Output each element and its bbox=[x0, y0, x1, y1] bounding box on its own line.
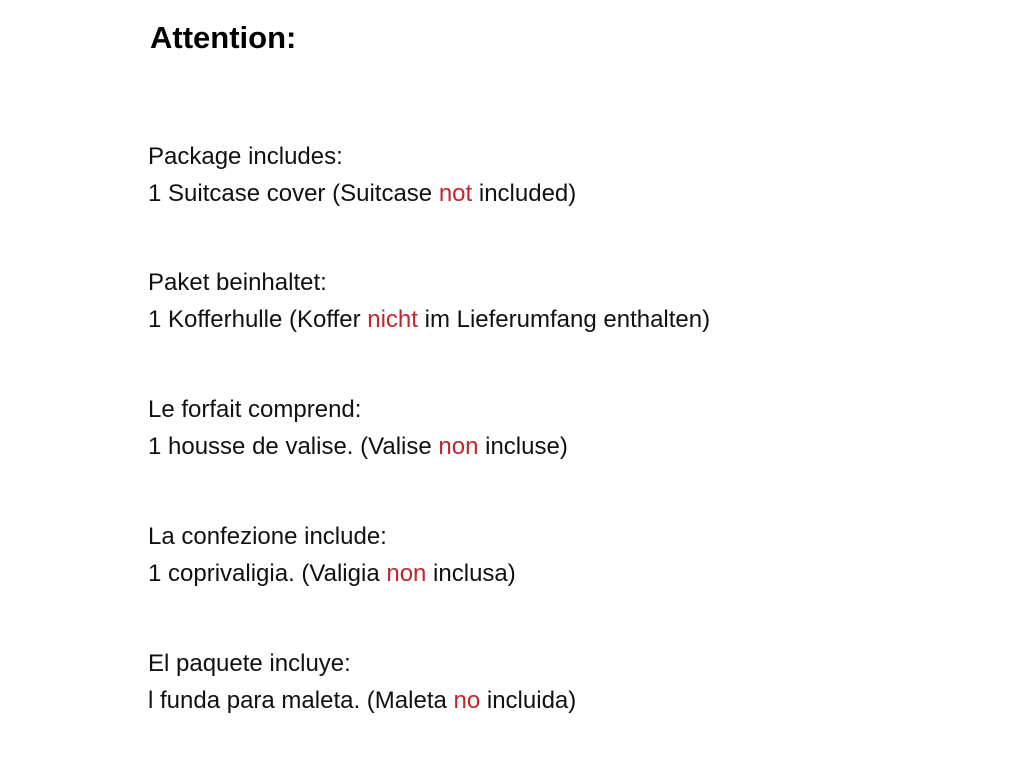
notice-line bbox=[148, 682, 576, 719]
negation-highlight: non bbox=[386, 560, 427, 587]
notice-text: l funda para maleta. (Maleta bbox=[148, 687, 454, 714]
notice-text: im Lieferumfang enthalten) bbox=[417, 306, 711, 333]
notice-heading: Package includes: bbox=[148, 143, 343, 170]
notice-text: included) bbox=[472, 180, 577, 207]
notice-heading: El paquete incluye: bbox=[148, 650, 351, 677]
notice-text: 1 coprivaligia. (Valigia bbox=[148, 560, 387, 587]
negation-highlight: non bbox=[438, 433, 479, 460]
notice-text: incluida) bbox=[480, 687, 577, 714]
negation-highlight: nicht bbox=[367, 306, 418, 333]
negation-highlight: no bbox=[453, 687, 481, 714]
notice-line bbox=[148, 175, 576, 212]
notice-line bbox=[148, 301, 710, 338]
notice-block-spanish bbox=[148, 645, 576, 719]
notice-text: 1 housse de valise. (Valise bbox=[148, 433, 439, 460]
notice-text: 1 Kofferhulle (Koffer bbox=[148, 306, 368, 333]
notice-heading: La confezione include: bbox=[148, 523, 387, 550]
notice-line bbox=[148, 555, 516, 592]
page-title: Attention: bbox=[150, 20, 297, 55]
notice-text: inclusa) bbox=[426, 560, 516, 587]
notice-heading: Le forfait comprend: bbox=[148, 396, 362, 423]
negation-highlight: not bbox=[438, 180, 473, 207]
notice-block-italian bbox=[148, 518, 516, 592]
notice-line bbox=[148, 428, 568, 465]
notice-block-english bbox=[148, 138, 576, 212]
notice-text: incluse) bbox=[478, 433, 568, 460]
notice-block-german bbox=[148, 264, 710, 338]
notice-block-french bbox=[148, 391, 568, 465]
notice-heading: Paket beinhaltet: bbox=[148, 269, 327, 296]
notice-text: 1 Suitcase cover (Suitcase bbox=[148, 180, 439, 207]
